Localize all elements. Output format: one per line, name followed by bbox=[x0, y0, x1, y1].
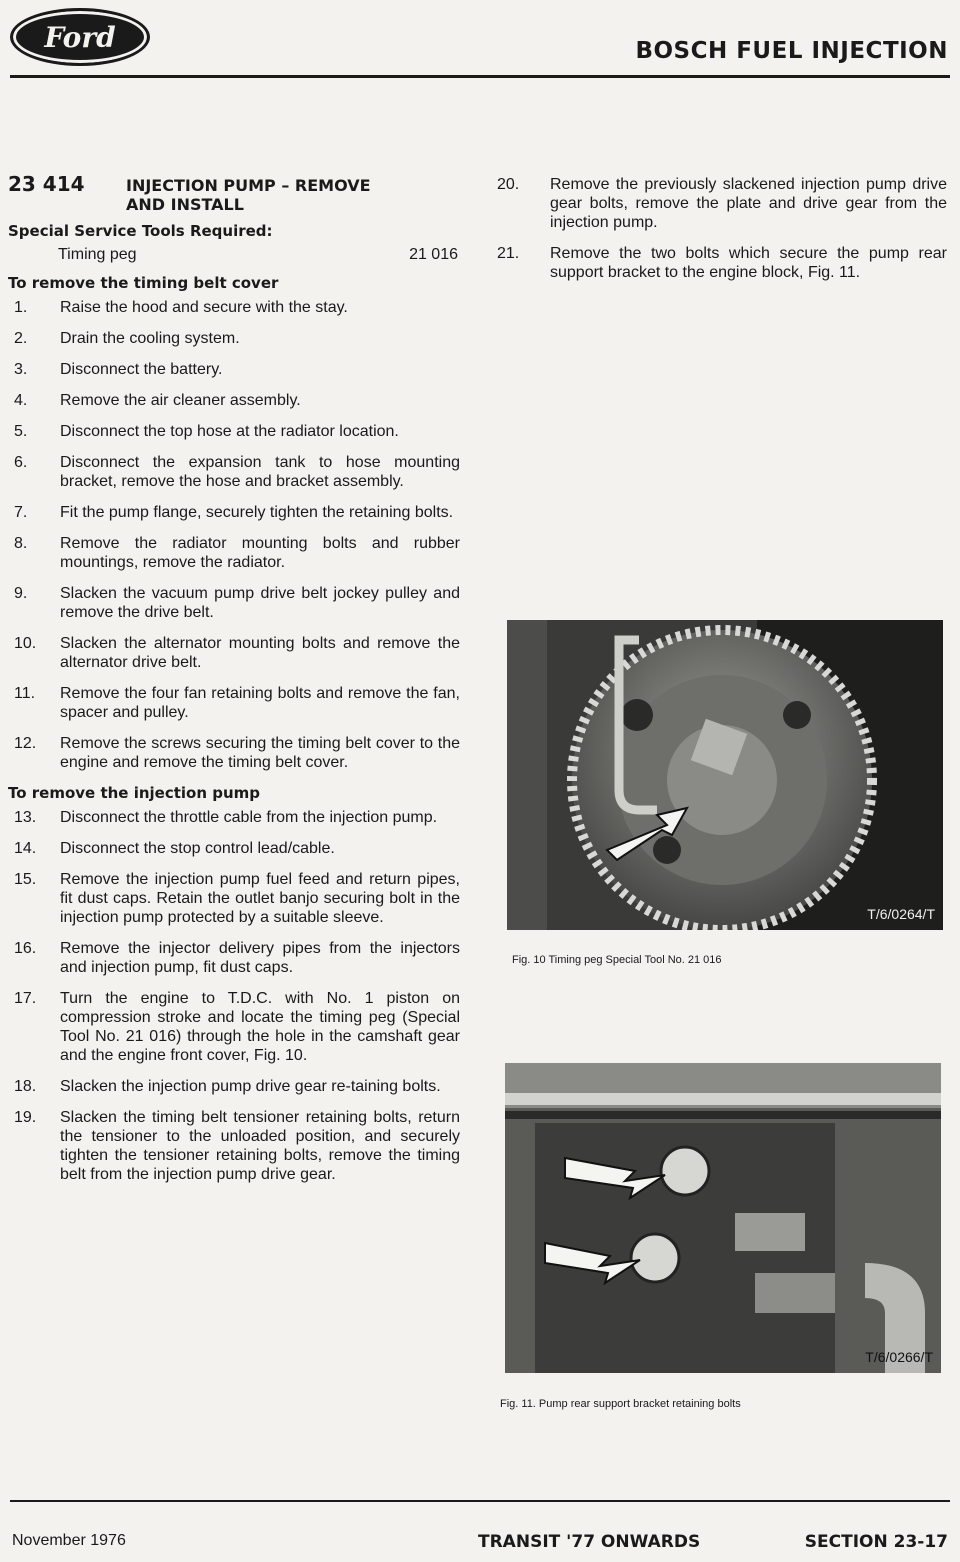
step-item bbox=[8, 870, 460, 927]
step-item bbox=[8, 1108, 460, 1184]
right-column bbox=[497, 175, 947, 294]
ford-logo-text: Ford bbox=[44, 20, 116, 54]
right-steps-list bbox=[497, 175, 947, 282]
section-title bbox=[126, 176, 371, 214]
tool-row bbox=[8, 246, 460, 264]
step-item bbox=[8, 989, 460, 1065]
step-item bbox=[8, 1077, 460, 1096]
step-number: 1. bbox=[14, 299, 28, 316]
subhead-remove-pump: To remove the injection pump bbox=[8, 784, 261, 802]
step-number: 10. bbox=[14, 635, 37, 652]
footer-rule bbox=[10, 1500, 950, 1502]
figure-11-caption: Fig. 11. Pump rear support bracket retaining bolts bbox=[500, 1398, 741, 1410]
step-text: Raise the hood and secure with the stay. bbox=[60, 299, 348, 316]
tool-number: 21 016 bbox=[409, 246, 458, 263]
step-item bbox=[8, 584, 460, 622]
page-header-title: BOSCH FUEL INJECTION bbox=[635, 38, 948, 64]
step-text: Remove the injection pump fuel feed and return pipes, fit dust caps. Retain the outlet banjo securing bolt in the injection pump protected by a suitable sleeve. bbox=[60, 871, 460, 926]
section-title-line1: INJECTION PUMP – REMOVE bbox=[126, 176, 371, 195]
step-text: Disconnect the stop control lead/cable. bbox=[60, 840, 335, 857]
step-item bbox=[8, 684, 460, 722]
figure-10-tag: T/6/0264/T bbox=[867, 906, 935, 922]
step-number: 9. bbox=[14, 585, 28, 602]
step-text: Slacken the timing belt tensioner retaining bolts, return the tensioner to the unloaded position, and securely tighten the tensioner retaining bolts, remove the timing belt from the injection pump drive gear. bbox=[60, 1109, 460, 1183]
section-heading bbox=[8, 172, 460, 214]
step-text: Disconnect the battery. bbox=[60, 361, 223, 378]
step-number: 18. bbox=[14, 1078, 37, 1095]
step-item bbox=[8, 534, 460, 572]
cover-steps-list bbox=[8, 298, 460, 772]
step-item bbox=[497, 244, 947, 282]
step-number: 4. bbox=[14, 392, 28, 409]
figure-11-tag: T/6/0266/T bbox=[865, 1349, 933, 1365]
step-text: Disconnect the expansion tank to hose mounting bracket, remove the hose and bracket assembly. bbox=[60, 454, 460, 490]
footer-section: SECTION 23-17 bbox=[804, 1532, 948, 1552]
step-item bbox=[8, 298, 460, 317]
figure-11-photo bbox=[505, 1063, 941, 1373]
step-item bbox=[8, 634, 460, 672]
step-number: 16. bbox=[14, 940, 37, 957]
step-number: 11. bbox=[14, 685, 36, 702]
header-rule bbox=[10, 75, 950, 78]
step-number: 15. bbox=[14, 871, 37, 888]
step-text: Drain the cooling system. bbox=[60, 330, 240, 347]
step-number: 3. bbox=[14, 361, 28, 378]
step-item bbox=[8, 329, 460, 348]
step-item bbox=[8, 808, 460, 827]
support-bracket-photo bbox=[505, 1063, 941, 1373]
step-text: Remove the air cleaner assembly. bbox=[60, 392, 301, 409]
step-item bbox=[8, 939, 460, 977]
step-text: Turn the engine to T.D.C. with No. 1 piston on compression stroke and locate the timing peg (Special Tool No. 21 016) through the hole in the camshaft gear and the engine front cover, Fig. 10. bbox=[60, 990, 460, 1064]
figure-10-photo bbox=[507, 620, 943, 930]
step-number: 7. bbox=[14, 504, 28, 521]
step-text: Fit the pump flange, securely tighten the retaining bolts. bbox=[60, 504, 454, 521]
step-number: 12. bbox=[14, 735, 37, 752]
step-item bbox=[497, 175, 947, 232]
step-text: Remove the radiator mounting bolts and rubber mountings, remove the radiator. bbox=[60, 535, 460, 571]
step-text: Remove the screws securing the timing belt cover to the engine and remove the timing belt cover. bbox=[60, 735, 460, 771]
step-number: 5. bbox=[14, 423, 28, 440]
step-number: 8. bbox=[14, 535, 28, 552]
step-number: 17. bbox=[14, 990, 37, 1007]
step-text: Slacken the injection pump drive gear re-taining bolts. bbox=[60, 1078, 441, 1095]
tool-name: Timing peg bbox=[58, 246, 137, 263]
pump-steps-list bbox=[8, 808, 460, 1184]
step-text: Remove the injector delivery pipes from the injectors and injection pump, fit dust caps. bbox=[60, 940, 460, 976]
footer-title: TRANSIT '77 ONWARDS bbox=[478, 1532, 701, 1552]
step-number: 2. bbox=[14, 330, 28, 347]
left-column bbox=[8, 172, 460, 1196]
tools-heading: Special Service Tools Required: bbox=[8, 222, 273, 240]
section-title-line2: AND INSTALL bbox=[126, 195, 244, 214]
step-item bbox=[8, 734, 460, 772]
step-text: Remove the two bolts which secure the pump rear support bracket to the engine block, Fig. 11. bbox=[550, 245, 947, 281]
step-item bbox=[8, 839, 460, 858]
step-number: 6. bbox=[14, 454, 28, 471]
step-item bbox=[8, 453, 460, 491]
step-text: Slacken the alternator mounting bolts and remove the alternator drive belt. bbox=[60, 635, 460, 671]
step-text: Remove the previously slackened injection pump drive gear bolts, remove the plate and drive gear from the injection pump. bbox=[550, 176, 947, 231]
step-item bbox=[8, 503, 460, 522]
step-text: Remove the four fan retaining bolts and remove the fan, spacer and pulley. bbox=[60, 685, 460, 721]
section-number: 23 414 bbox=[8, 172, 85, 196]
step-number: 14. bbox=[14, 840, 37, 857]
timing-gear-photo bbox=[507, 620, 943, 930]
step-number: 21. bbox=[497, 245, 520, 262]
step-text: Slacken the vacuum pump drive belt jockey pulley and remove the drive belt. bbox=[60, 585, 460, 621]
subhead-remove-cover: To remove the timing belt cover bbox=[8, 274, 279, 292]
ford-logo bbox=[10, 8, 150, 66]
step-text: Disconnect the throttle cable from the injection pump. bbox=[60, 809, 438, 826]
footer-date: November 1976 bbox=[12, 1532, 126, 1549]
step-item bbox=[8, 422, 460, 441]
step-number: 13. bbox=[14, 809, 37, 826]
step-number: 20. bbox=[497, 176, 520, 193]
figure-10-caption: Fig. 10 Timing peg Special Tool No. 21 016 bbox=[512, 954, 722, 966]
step-number: 19. bbox=[14, 1109, 37, 1126]
step-item bbox=[8, 360, 460, 379]
step-item bbox=[8, 391, 460, 410]
step-text: Disconnect the top hose at the radiator location. bbox=[60, 423, 399, 440]
